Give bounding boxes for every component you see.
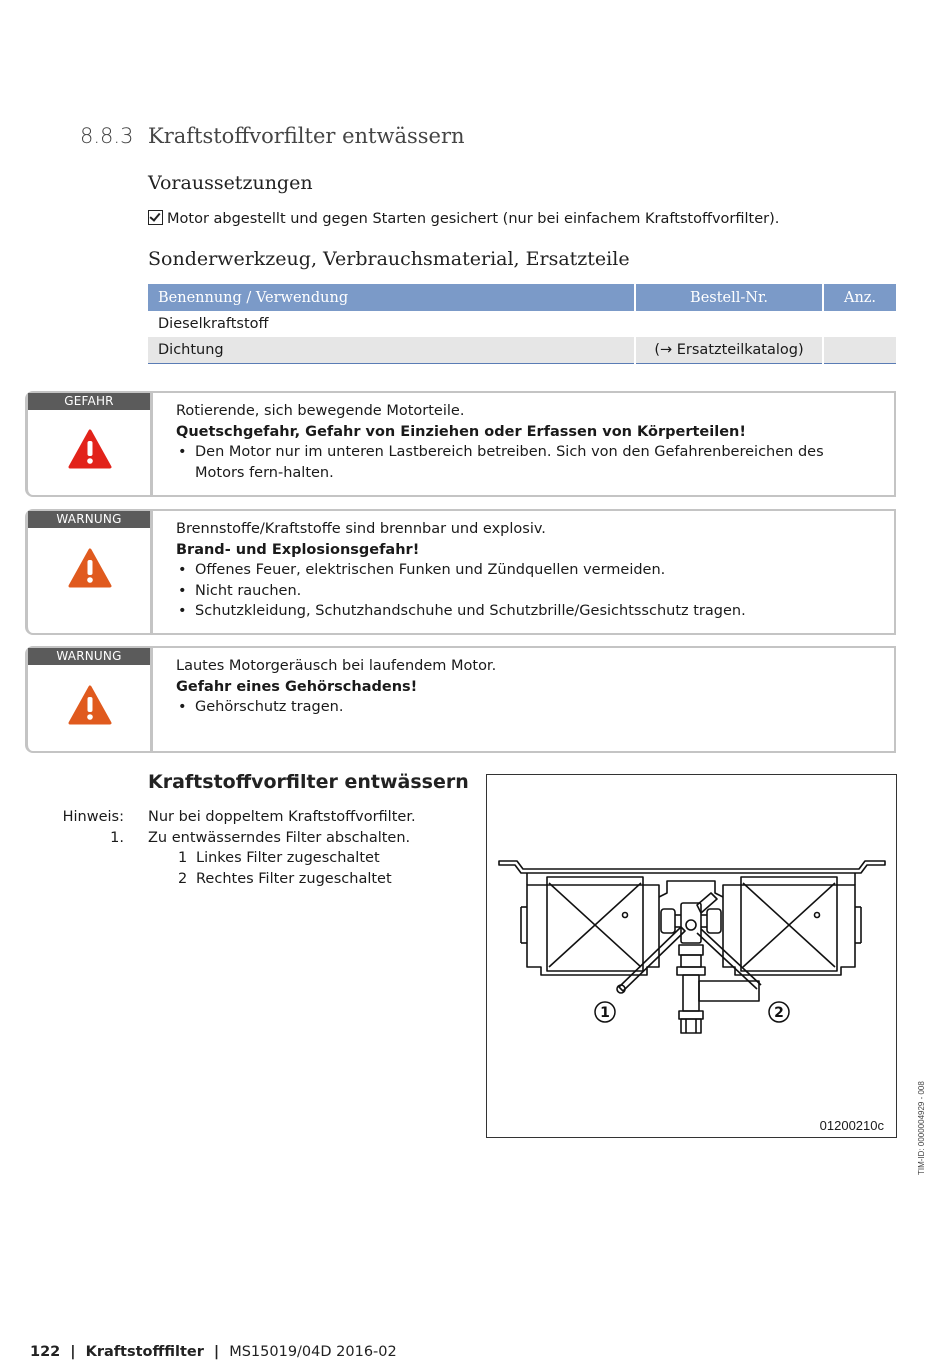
footer [30, 1344, 397, 1360]
fuel-filter-figure [486, 774, 897, 1138]
hazard-label: WARNUNG [28, 511, 150, 528]
cell-name: Dichtung [148, 337, 635, 364]
hazard-box-danger [25, 391, 896, 497]
hazard-bullet: • Nicht rauchen. [176, 581, 876, 602]
cell-qty [823, 311, 896, 337]
step-number: 1. [110, 830, 124, 846]
hint-text: Nur bei doppeltem Kraftstoffvorfilter. [148, 809, 416, 825]
sub-item-number: 1 [178, 850, 188, 866]
fuel-filter-drawing [487, 775, 895, 1135]
prerequisite-text: Motor abgestellt und gegen Starten gesichert (nur bei einfachem Kraftstoffvorfilter). [167, 211, 780, 227]
tools-heading: Sonderwerkzeug, Verbrauchsmaterial, Ersatzteile [148, 248, 630, 270]
table-header-row [148, 284, 896, 311]
hazard-intro: Brennstoffe/Kraftstoffe sind brennbar und explosiv. [176, 521, 546, 537]
callout-2: 2 [774, 1005, 784, 1021]
column-header-order: Bestell-Nr. [635, 284, 823, 311]
hazard-bullet: • Schutzkleidung, Schutzhandschuhe und Schutzbrille/Gesichtsschutz tragen. [176, 601, 876, 622]
cell-order: (→ Ersatzteilkatalog) [635, 337, 823, 364]
document-id: MS15019/04D 2016-02 [229, 1344, 397, 1360]
cell-qty [823, 337, 896, 364]
chapter-name: Kraftstofffilter [85, 1344, 204, 1360]
sub-item [178, 869, 392, 890]
footer-separator: | [213, 1344, 220, 1360]
hazard-label: GEFAHR [28, 393, 150, 410]
hint-label: Hinweis: [62, 809, 124, 825]
footer-separator: | [70, 1344, 76, 1360]
side-tim-id: TIM-ID: 0000004929 - 008 [917, 1081, 926, 1175]
checkbox-icon [148, 210, 163, 225]
table-row [148, 337, 896, 364]
procedure-heading: Kraftstoffvorfilter entwässern [148, 771, 469, 793]
tools-table [148, 284, 896, 364]
hazard-text [176, 519, 876, 622]
page-number: 122 [30, 1344, 61, 1360]
hazard-danger: Quetschgefahr, Gefahr von Einziehen oder Erfassen von Körperteilen! [176, 423, 746, 440]
section-title: Kraftstoffvorfilter entwässern [148, 124, 465, 148]
hazard-bullet: • Gehörschutz tragen. [176, 697, 876, 718]
warning-triangle-icon [68, 429, 112, 469]
prerequisites-heading: Voraussetzungen [148, 172, 313, 194]
hazard-sidebar [28, 648, 153, 751]
sub-item-text: Rechtes Filter zugeschaltet [196, 871, 392, 887]
step-text: Zu entwässerndes Filter abschalten. [148, 830, 411, 846]
hazard-sidebar [28, 393, 153, 495]
hazard-danger: Gefahr eines Gehörschadens! [176, 678, 418, 695]
callout-1: 1 [600, 1005, 610, 1021]
warning-triangle-icon [68, 685, 112, 725]
cell-name: Dieselkraftstoff [148, 311, 635, 337]
sub-item [178, 848, 380, 869]
hazard-intro: Rotierende, sich bewegende Motorteile. [176, 403, 465, 419]
column-header-name: Benennung / Verwendung [148, 284, 635, 311]
figure-code: 01200210c [819, 1118, 884, 1133]
hazard-box-warning [25, 509, 896, 635]
hazard-text [176, 656, 876, 718]
column-header-qty: Anz. [823, 284, 896, 311]
sub-item-text: Linkes Filter zugeschaltet [196, 850, 380, 866]
warning-triangle-icon [68, 548, 112, 588]
hazard-sidebar [28, 511, 153, 633]
table-row [148, 311, 896, 337]
hazard-box-warning [25, 646, 896, 753]
hazard-danger: Brand- und Explosionsgefahr! [176, 541, 420, 558]
hazard-text [176, 401, 876, 483]
sub-item-number: 2 [178, 871, 188, 887]
hazard-intro: Lautes Motorgeräusch bei laufendem Motor. [176, 658, 497, 674]
cell-order [635, 311, 823, 337]
hazard-label: WARNUNG [28, 648, 150, 665]
hazard-bullet: • Den Motor nur im unteren Lastbereich betreiben. Sich von den Gefahrenbereichen des Motors fern-halten. [176, 442, 876, 483]
prerequisite-item [148, 208, 779, 227]
section-number: 8.8.3 [80, 124, 134, 148]
hazard-bullet: • Offenes Feuer, elektrischen Funken und Zündquellen vermeiden. [176, 560, 876, 581]
